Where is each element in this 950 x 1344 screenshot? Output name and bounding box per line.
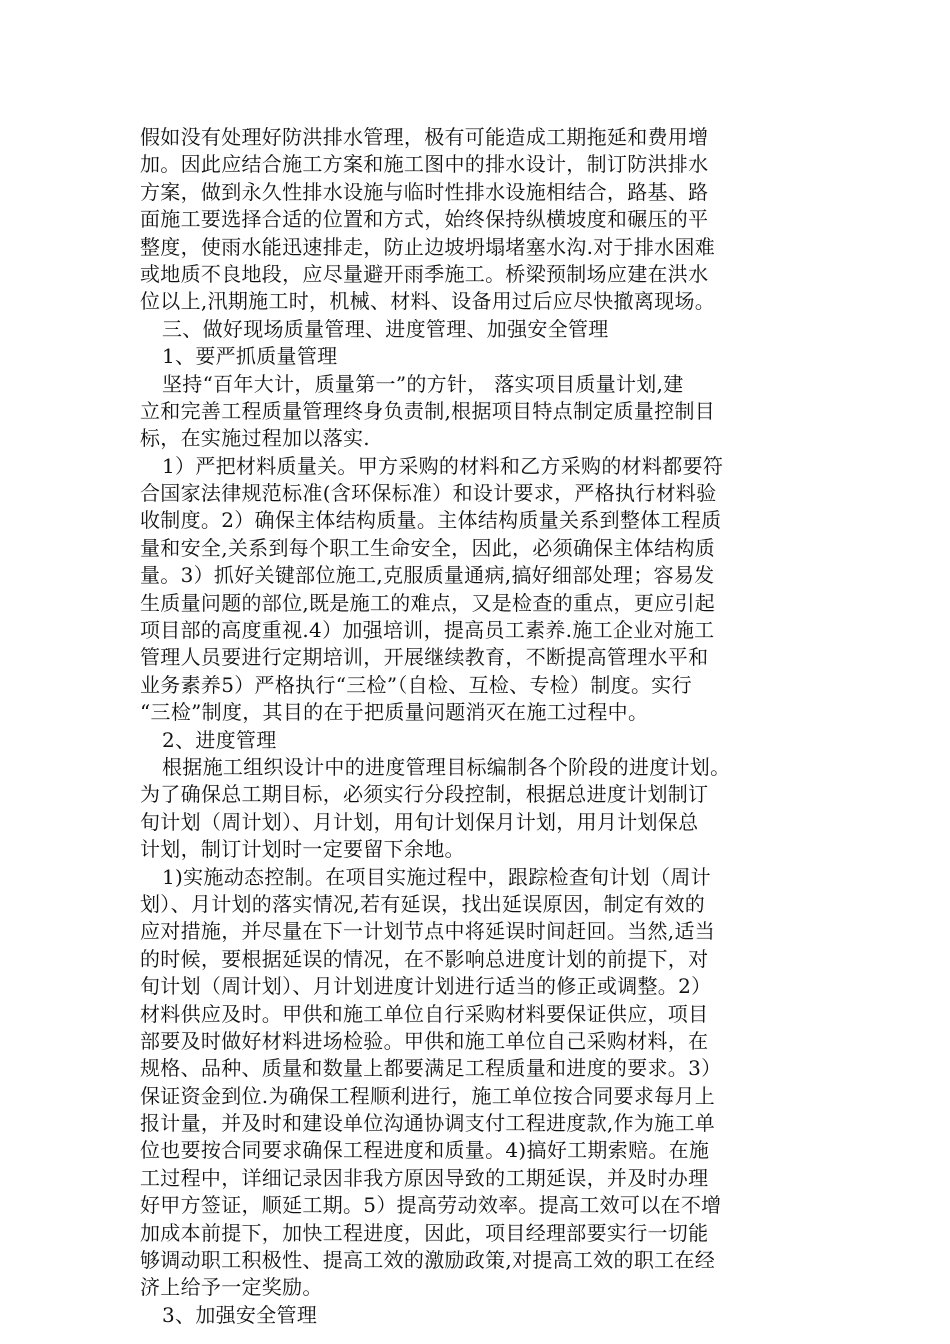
text-line: 标，在实施过程加以落实. [140,426,370,451]
text-line: 工过程中，详细记录因非我方原因导致的工期延误，并及时办理 [140,1165,709,1190]
section-heading: 三、做好现场质量管理、进度管理、加强安全管理 [162,316,609,341]
text-line: 为了确保总工期目标，必须实行分段控制，根据总进度计划制订 [140,782,709,807]
text-line: 业务素养5）严格执行“三检”（自检、互检、专检）制度。实行 [140,672,692,697]
text-line: 量。3）抓好关键部位施工,克服质量通病,搞好细部处理；容易发 [140,563,715,588]
text-line: 项目部的高度重视.4）加强培训，提高员工素养.施工企业对施工 [140,618,715,643]
text-line: 旬计划（周计划）、月计划进度计划进行适当的修正或调整。2） [140,974,712,999]
text-line: 的时候，要根据延误的情况，在不影响总进度计划的前提下，对 [140,946,709,971]
text-line: 生质量问题的部位,既是施工的难点，又是检查的重点，更应引起 [140,590,716,615]
text-line: 方案，做到永久性排水设施与临时性排水设施相结合，路基、路 [140,179,709,204]
text-line: 或地质不良地段，应尽量避开雨季施工。桥梁预制场应建在洪水 [140,261,709,286]
text-line: 规格、品种、质量和数量上都要满足工程质量和进度的要求。3） [140,1056,722,1081]
text-line: 管理人员要进行定期培训，开展继续教育，不断提高管理水平和 [140,645,709,670]
text-line: 收制度。2）确保主体结构质量。主体结构质量关系到整体工程质 [140,508,722,533]
text-line: 部要及时做好材料进场检验。甲供和施工单位自己采购材料，在 [140,1028,709,1053]
text-line: 根据施工组织设计中的进度管理目标编制各个阶段的进度计划。 [162,754,731,779]
text-line: 坚持“百年大计，质量第一”的方针， 落实项目质量计划,建 [162,371,684,396]
text-line: 划）、月计划的落实情况,若有延误，找出延误原因，制定有效的 [140,891,706,916]
text-line: 面施工要选择合适的位置和方式，始终保持纵横坡度和碾压的平 [140,207,709,232]
text-line: 1）严把材料质量关。甲方采购的材料和乙方采购的材料都要符 [162,453,724,478]
subsection-heading: 3、加强安全管理 [162,1302,318,1327]
text-line: 保证资金到位.为确保工程顺利进行，施工单位按合同要求每月上 [140,1083,716,1108]
text-line: 整度，使雨水能迅速排走，防止边坡坍塌堵塞水沟.对于排水困难 [140,234,716,259]
text-line: 报计量，并及时和建设单位沟通协调支付工程进度款,作为施工单 [140,1111,716,1136]
text-line: 材料供应及时。甲供和施工单位自行采购材料要保证供应，项目 [140,1001,709,1026]
text-line: 1)实施动态控制。在项目实施过程中，跟踪检查旬计划（周计 [162,864,711,889]
text-line: 位也要按合同要求确保工程进度和质量。4)搞好工期索赔。在施 [140,1138,710,1163]
text-line: 假如没有处理好防洪排水管理，极有可能造成工期拖延和费用增 [140,125,709,149]
text-line: 合国家法律规范标准(含环保标准）和设计要求，严格执行材料验 [140,481,717,506]
subsection-heading: 2、进度管理 [162,727,277,752]
document-body [140,124,800,1329]
text-line: 量和安全,关系到每个职工生命安全，因此，必须确保主体结构质 [140,535,716,560]
text-line: “三检”制度，其目的在于把质量问题消灭在施工过程中。 [140,700,649,725]
text-line: 旬计划（周计划）、月计划，用旬计划保月计划，用月计划保总 [140,809,699,834]
text-line: 位以上,汛期施工时，机械、材料、设备用过后应尽快撤离现场。 [140,289,716,314]
text-line: 加成本前提下，加快工程进度，因此，项目经理部要实行一切能 [140,1220,709,1245]
text-line: 够调动职工积极性、提高工效的激励政策,对提高工效的职工在经 [140,1248,716,1273]
subsection-heading: 1、要严抓质量管理 [162,344,338,369]
text-line: 加。因此应结合施工方案和施工图中的排水设计，制订防洪排水 [140,152,709,177]
text-line: 好甲方签证，顺延工期。5）提高劳动效率。提高工效可以在不增 [140,1193,722,1218]
text-line: 立和完善工程质量管理终身负责制,根据项目特点制定质量控制目 [140,398,716,423]
text-line: 济上给予一定奖励。 [140,1275,323,1300]
text-line: 计划，制订计划时一定要留下余地。 [140,837,465,862]
text-line: 应对措施，并尽量在下一计划节点中将延误时间赶回。当然,适当 [140,919,716,944]
